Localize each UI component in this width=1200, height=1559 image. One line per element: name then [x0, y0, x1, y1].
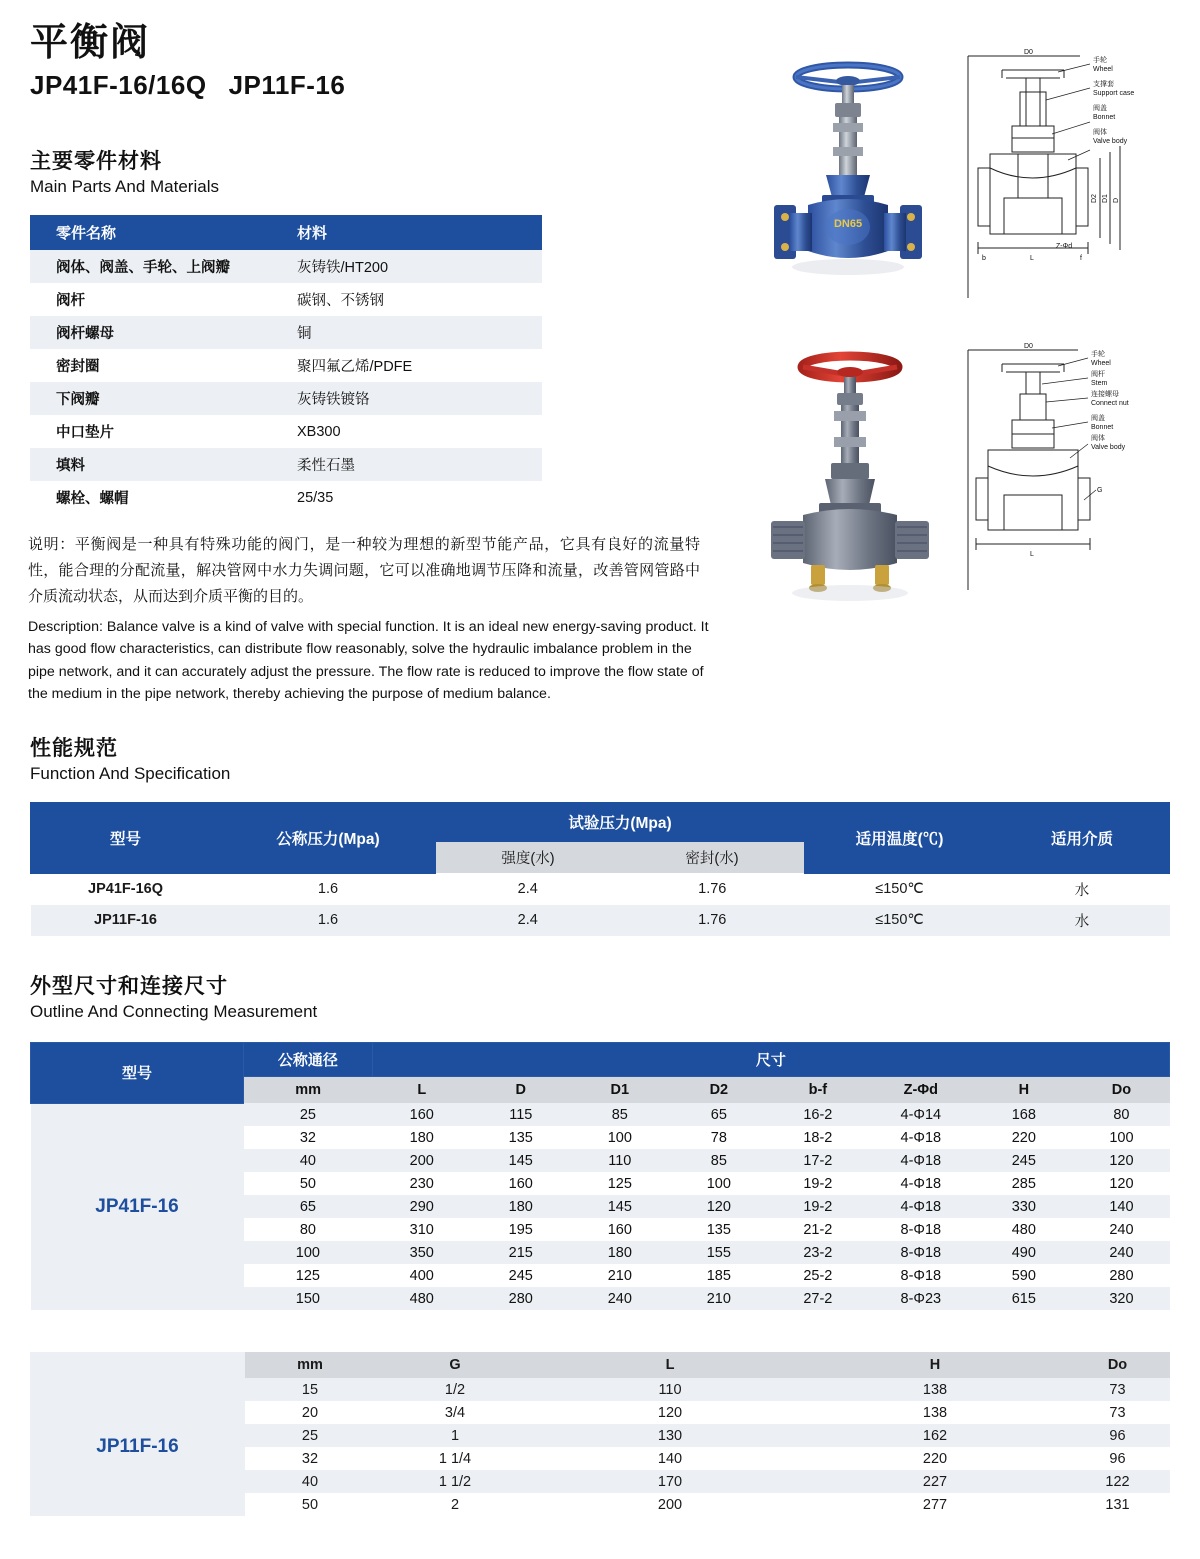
- dim-D0-2: D0: [1024, 343, 1033, 350]
- cell-H: 615: [974, 1287, 1073, 1310]
- label2-nut-cn: 连接螺母: [1091, 391, 1119, 398]
- cell-L: 170: [535, 1470, 805, 1493]
- dim-D: D: [1113, 197, 1120, 203]
- table-subheader-row: [30, 1352, 1170, 1378]
- cell-Zd: 8-Φ18: [867, 1264, 974, 1287]
- cell-model: JP11F-16: [31, 905, 221, 936]
- cell-G: 2: [375, 1493, 535, 1516]
- table-row: [31, 873, 1170, 905]
- cell-mm: 15: [245, 1378, 375, 1401]
- dim-f: f: [1080, 255, 1082, 262]
- cell-H: 285: [974, 1172, 1073, 1195]
- cell-mm: 40: [244, 1149, 373, 1172]
- cell-np: 1.6: [221, 873, 436, 905]
- dim-G: G: [1097, 487, 1103, 494]
- cell-L: 200: [372, 1149, 471, 1172]
- cell-L: 160: [372, 1103, 471, 1126]
- cell-Zd: 4-Φ18: [867, 1172, 974, 1195]
- materials-table: [30, 215, 542, 514]
- cell-L: 110: [535, 1378, 805, 1401]
- cell-H: 490: [974, 1241, 1073, 1264]
- model-1: JP41F-16/16Q: [30, 69, 207, 100]
- cell-L: 400: [372, 1264, 471, 1287]
- cell-material: 聚四氟乙烯/PDFE: [273, 349, 542, 382]
- cell-np: 1.6: [221, 905, 436, 936]
- model-subtitle: [30, 70, 345, 101]
- cell-mm: 80: [244, 1218, 373, 1241]
- subcol-strength: 强度(水): [436, 842, 620, 874]
- cell-L: 310: [372, 1218, 471, 1241]
- table-row: [30, 382, 542, 415]
- cell-mm: 20: [245, 1401, 375, 1424]
- subcol-H: H: [805, 1352, 1065, 1378]
- dim-L2: L: [1030, 551, 1034, 558]
- cell-D: 245: [471, 1264, 570, 1287]
- cell-H: 162: [805, 1424, 1065, 1447]
- subcol-Do: Do: [1073, 1077, 1169, 1104]
- subcol-seal: 密封(水): [620, 842, 805, 874]
- label-body-cn: 阀体: [1093, 129, 1107, 136]
- description-cn: 说明：平衡阀是一种具有特殊功能的阀门，是一种较为理想的新型节能产品，它具有良好的流量特性，能合理的分配流量，解决管网中水力失调问题，它可以准确地调节压降和流量，改善管网管路中介质流动状态，从而达到介质平衡的目的。: [28, 536, 700, 605]
- label2-stem-en: Stem: [1091, 380, 1108, 387]
- col-test-pressure: 试验压力(Mpa): [436, 803, 805, 842]
- subcol-Do: Do: [1065, 1352, 1170, 1378]
- label2-body-cn: 阀体: [1091, 435, 1105, 442]
- valve-photo-flanged: [738, 55, 958, 310]
- cell-material: 铜: [273, 316, 542, 349]
- col-medium: 适用介质: [995, 803, 1170, 874]
- cell-D1: 85: [570, 1103, 669, 1126]
- table-row: [30, 349, 542, 382]
- materials-heading-en: Main Parts And Materials: [30, 177, 219, 196]
- function-heading: [30, 732, 230, 784]
- cell-H: 590: [974, 1264, 1073, 1287]
- cell-Zd: 4-Φ18: [867, 1126, 974, 1149]
- col-dimensions: 尺寸: [372, 1043, 1169, 1077]
- outline-table-jp41f: [30, 1042, 1170, 1310]
- label-wheel-en: Wheel: [1093, 66, 1113, 73]
- cell-L: 350: [372, 1241, 471, 1264]
- cell-Zd: 4-Φ18: [867, 1149, 974, 1172]
- dim-D1: D1: [1102, 194, 1109, 203]
- cell-Do: 96: [1065, 1424, 1170, 1447]
- cell-H: 138: [805, 1401, 1065, 1424]
- table-row: [30, 481, 542, 514]
- table-row: [30, 250, 542, 283]
- cell-D2: 78: [669, 1126, 768, 1149]
- subcol-L: L: [372, 1077, 471, 1104]
- cell-Do: 240: [1073, 1241, 1169, 1264]
- col-model: 型号: [31, 803, 221, 874]
- cell-mm: 100: [244, 1241, 373, 1264]
- cell-D1: 210: [570, 1264, 669, 1287]
- cell-D2: 210: [669, 1287, 768, 1310]
- subcol-G: G: [375, 1352, 535, 1378]
- cell-material: 25/35: [273, 481, 542, 514]
- cell-Do: 96: [1065, 1447, 1170, 1470]
- technical-drawing-threaded: [960, 340, 1175, 615]
- cell-medium: 水: [995, 873, 1170, 905]
- dim-D0: D0: [1024, 49, 1033, 56]
- cell-H: 480: [974, 1218, 1073, 1241]
- cell-D: 115: [471, 1103, 570, 1126]
- cell-D: 280: [471, 1287, 570, 1310]
- valve-body-mark: DN65: [833, 218, 863, 230]
- cell-Zd: 8-Φ18: [867, 1218, 974, 1241]
- label-wheel-cn: 手轮: [1093, 57, 1107, 64]
- cell-material: 碳钢、不锈钢: [273, 283, 542, 316]
- cell-H: 220: [805, 1447, 1065, 1470]
- cell-D1: 160: [570, 1218, 669, 1241]
- cell-D1: 180: [570, 1241, 669, 1264]
- cell-mm: 32: [244, 1126, 373, 1149]
- table-header-row: [31, 803, 1170, 842]
- cell-H: 227: [805, 1470, 1065, 1493]
- cell-D2: 155: [669, 1241, 768, 1264]
- cell-D2: 85: [669, 1149, 768, 1172]
- cell-mm: 25: [244, 1103, 373, 1126]
- model-2: JP11F-16: [228, 69, 346, 100]
- table-row: [30, 283, 542, 316]
- cell-bf: 25-2: [768, 1264, 867, 1287]
- cell-H: 277: [805, 1493, 1065, 1516]
- cell-seal: 1.76: [620, 873, 805, 905]
- label-support-cn: 支撑套: [1093, 81, 1114, 88]
- cell-D1: 100: [570, 1126, 669, 1149]
- cell-Do: 131: [1065, 1493, 1170, 1516]
- cell-bf: 19-2: [768, 1172, 867, 1195]
- cell-Zd: 8-Φ23: [867, 1287, 974, 1310]
- subcol-H: H: [974, 1077, 1073, 1104]
- function-table: [30, 802, 1170, 936]
- cell-model-jp41f: JP41F-16: [31, 1103, 244, 1310]
- cell-H: 168: [974, 1103, 1073, 1126]
- col-model: 型号: [31, 1043, 244, 1104]
- cell-bf: 19-2: [768, 1195, 867, 1218]
- cell-mm: 32: [245, 1447, 375, 1470]
- cell-Do: 100: [1073, 1126, 1169, 1149]
- cell-H: 330: [974, 1195, 1073, 1218]
- spacer-cell: [30, 1352, 245, 1378]
- cell-Do: 122: [1065, 1470, 1170, 1493]
- cell-L: 180: [372, 1126, 471, 1149]
- function-heading-cn: 性能规范: [30, 737, 118, 760]
- cell-Do: 73: [1065, 1378, 1170, 1401]
- cell-material: XB300: [273, 415, 542, 448]
- subcol-mm: mm: [244, 1077, 373, 1104]
- cell-Zd: 8-Φ18: [867, 1241, 974, 1264]
- table-row: [30, 415, 542, 448]
- outline-table-jp11f: [30, 1352, 1170, 1516]
- cell-mm: 50: [244, 1172, 373, 1195]
- cell-D1: 240: [570, 1287, 669, 1310]
- cell-bf: 27-2: [768, 1287, 867, 1310]
- dim-L: L: [1030, 255, 1034, 262]
- cell-L: 120: [535, 1401, 805, 1424]
- label2-stem-cn: 阀杆: [1091, 371, 1105, 378]
- cell-Do: 320: [1073, 1287, 1169, 1310]
- cell-D1: 145: [570, 1195, 669, 1218]
- materials-heading-cn: 主要零件材料: [30, 150, 162, 173]
- outline-heading-cn: 外型尺寸和连接尺寸: [30, 975, 228, 998]
- col-material: 材料: [273, 215, 542, 250]
- cell-D2: 135: [669, 1218, 768, 1241]
- label2-wheel-cn: 手轮: [1091, 351, 1105, 358]
- cell-D: 145: [471, 1149, 570, 1172]
- cell-D: 160: [471, 1172, 570, 1195]
- cell-bf: 17-2: [768, 1149, 867, 1172]
- cell-G: 1 1/2: [375, 1470, 535, 1493]
- col-temperature: 适用温度(℃): [805, 803, 995, 874]
- table-row: [30, 316, 542, 349]
- table-row: [30, 1378, 1170, 1401]
- cell-mm: 65: [244, 1195, 373, 1218]
- cell-D2: 120: [669, 1195, 768, 1218]
- cell-D2: 185: [669, 1264, 768, 1287]
- cell-D: 215: [471, 1241, 570, 1264]
- cell-G: 1: [375, 1424, 535, 1447]
- outline-heading-en: Outline And Connecting Measurement: [30, 1002, 318, 1021]
- cell-D: 195: [471, 1218, 570, 1241]
- dim-b: b: [982, 255, 986, 262]
- cell-G: 1/2: [375, 1378, 535, 1401]
- cell-material: 柔性石墨: [273, 448, 542, 481]
- subcol-Zd: Z-Φd: [867, 1077, 974, 1104]
- cell-Do: 73: [1065, 1401, 1170, 1424]
- col-part-name: 零件名称: [30, 215, 273, 250]
- cell-D: 180: [471, 1195, 570, 1218]
- cell-part: 填料: [30, 448, 273, 481]
- cell-L: 200: [535, 1493, 805, 1516]
- cell-Do: 240: [1073, 1218, 1169, 1241]
- cell-strength: 2.4: [436, 873, 620, 905]
- cell-part: 阀杆螺母: [30, 316, 273, 349]
- cell-bf: 18-2: [768, 1126, 867, 1149]
- cell-Do: 280: [1073, 1264, 1169, 1287]
- materials-heading: [30, 145, 219, 197]
- label2-wheel-en: Wheel: [1091, 360, 1111, 367]
- label-support-en: Support case: [1093, 90, 1135, 97]
- cell-seal: 1.76: [620, 905, 805, 936]
- cell-G: 1 1/4: [375, 1447, 535, 1470]
- cell-L: 140: [535, 1447, 805, 1470]
- cell-Do: 80: [1073, 1103, 1169, 1126]
- technical-drawing-flanged: [960, 48, 1175, 313]
- cell-material: 灰铸铁/HT200: [273, 250, 542, 283]
- table-row: [31, 1103, 1170, 1126]
- table-header-row: [30, 215, 542, 250]
- outline-heading: [30, 970, 317, 1022]
- title-block: [30, 24, 345, 101]
- subcol-mm: mm: [245, 1352, 375, 1378]
- cell-model: JP41F-16Q: [31, 873, 221, 905]
- cell-L: 230: [372, 1172, 471, 1195]
- cell-material: 灰铸铁镀铬: [273, 382, 542, 415]
- cell-Zd: 4-Φ18: [867, 1195, 974, 1218]
- cell-D2: 100: [669, 1172, 768, 1195]
- cell-temp: ≤150℃: [805, 905, 995, 936]
- dim-D2: D2: [1091, 194, 1098, 203]
- cell-mm: 25: [245, 1424, 375, 1447]
- cell-G: 3/4: [375, 1401, 535, 1424]
- cell-mm: 150: [244, 1287, 373, 1310]
- table-row: [30, 448, 542, 481]
- cell-bf: 16-2: [768, 1103, 867, 1126]
- label2-bonnet-en: Bonnet: [1091, 424, 1114, 431]
- cell-Zd: 4-Φ14: [867, 1103, 974, 1126]
- cell-D2: 65: [669, 1103, 768, 1126]
- cell-D: 135: [471, 1126, 570, 1149]
- cell-Do: 120: [1073, 1149, 1169, 1172]
- function-heading-en: Function And Specification: [30, 764, 231, 783]
- label2-body-en: Valve body: [1091, 444, 1126, 451]
- table-header-row: [31, 1043, 1170, 1077]
- valve-photo-threaded: [745, 345, 955, 630]
- cell-D1: 110: [570, 1149, 669, 1172]
- label2-nut-en: Connect nut: [1091, 400, 1129, 407]
- cell-Do: 120: [1073, 1172, 1169, 1195]
- col-bore: 公称通径: [244, 1043, 373, 1077]
- cell-part: 阀体、阀盖、手轮、上阀瓣: [30, 250, 273, 283]
- cell-Do: 140: [1073, 1195, 1169, 1218]
- cell-mm: 50: [245, 1493, 375, 1516]
- label2-bonnet-cn: 阀盖: [1091, 415, 1105, 422]
- description-en: Description: Balance valve is a kind of valve with special function. It is an ideal new energy-saving product. It has good flow characteristics, can distribute flow reasonably, solve the hydraulic imbalance problem in the pipe network, and it can accurately adjust the pressure. The flow rate is reduced to improve the flow state of the medium in the pipe network, thereby achieving the purpose of medium balance.: [28, 619, 709, 703]
- cell-temp: ≤150℃: [805, 873, 995, 905]
- cell-part: 中口垫片: [30, 415, 273, 448]
- cell-part: 螺栓、螺帽: [30, 481, 273, 514]
- label-bonnet-cn: 阀盖: [1093, 105, 1107, 112]
- subcol-D2: D2: [669, 1077, 768, 1104]
- subcol-D1: D1: [570, 1077, 669, 1104]
- label-bonnet-en: Bonnet: [1093, 114, 1116, 121]
- cell-mm: 125: [244, 1264, 373, 1287]
- cell-medium: 水: [995, 905, 1170, 936]
- cell-part: 下阀瓣: [30, 382, 273, 415]
- col-nominal-pressure: 公称压力(Mpa): [221, 803, 436, 874]
- table-row: [31, 905, 1170, 936]
- cell-D1: 125: [570, 1172, 669, 1195]
- cell-H: 138: [805, 1378, 1065, 1401]
- cell-part: 阀杆: [30, 283, 273, 316]
- cell-L: 130: [535, 1424, 805, 1447]
- page-title: 平衡阀: [30, 22, 151, 64]
- subcol-bf: b-f: [768, 1077, 867, 1104]
- label-body-en: Valve body: [1093, 138, 1128, 145]
- cell-part: 密封圈: [30, 349, 273, 382]
- cell-H: 245: [974, 1149, 1073, 1172]
- cell-bf: 21-2: [768, 1218, 867, 1241]
- cell-model-jp11f: JP11F-16: [30, 1378, 245, 1516]
- cell-strength: 2.4: [436, 905, 620, 936]
- cell-H: 220: [974, 1126, 1073, 1149]
- subcol-L: L: [535, 1352, 805, 1378]
- dim-Zd: Z-Φd: [1056, 243, 1073, 250]
- cell-bf: 23-2: [768, 1241, 867, 1264]
- cell-L: 480: [372, 1287, 471, 1310]
- subcol-D: D: [471, 1077, 570, 1104]
- cell-mm: 40: [245, 1470, 375, 1493]
- cell-L: 290: [372, 1195, 471, 1218]
